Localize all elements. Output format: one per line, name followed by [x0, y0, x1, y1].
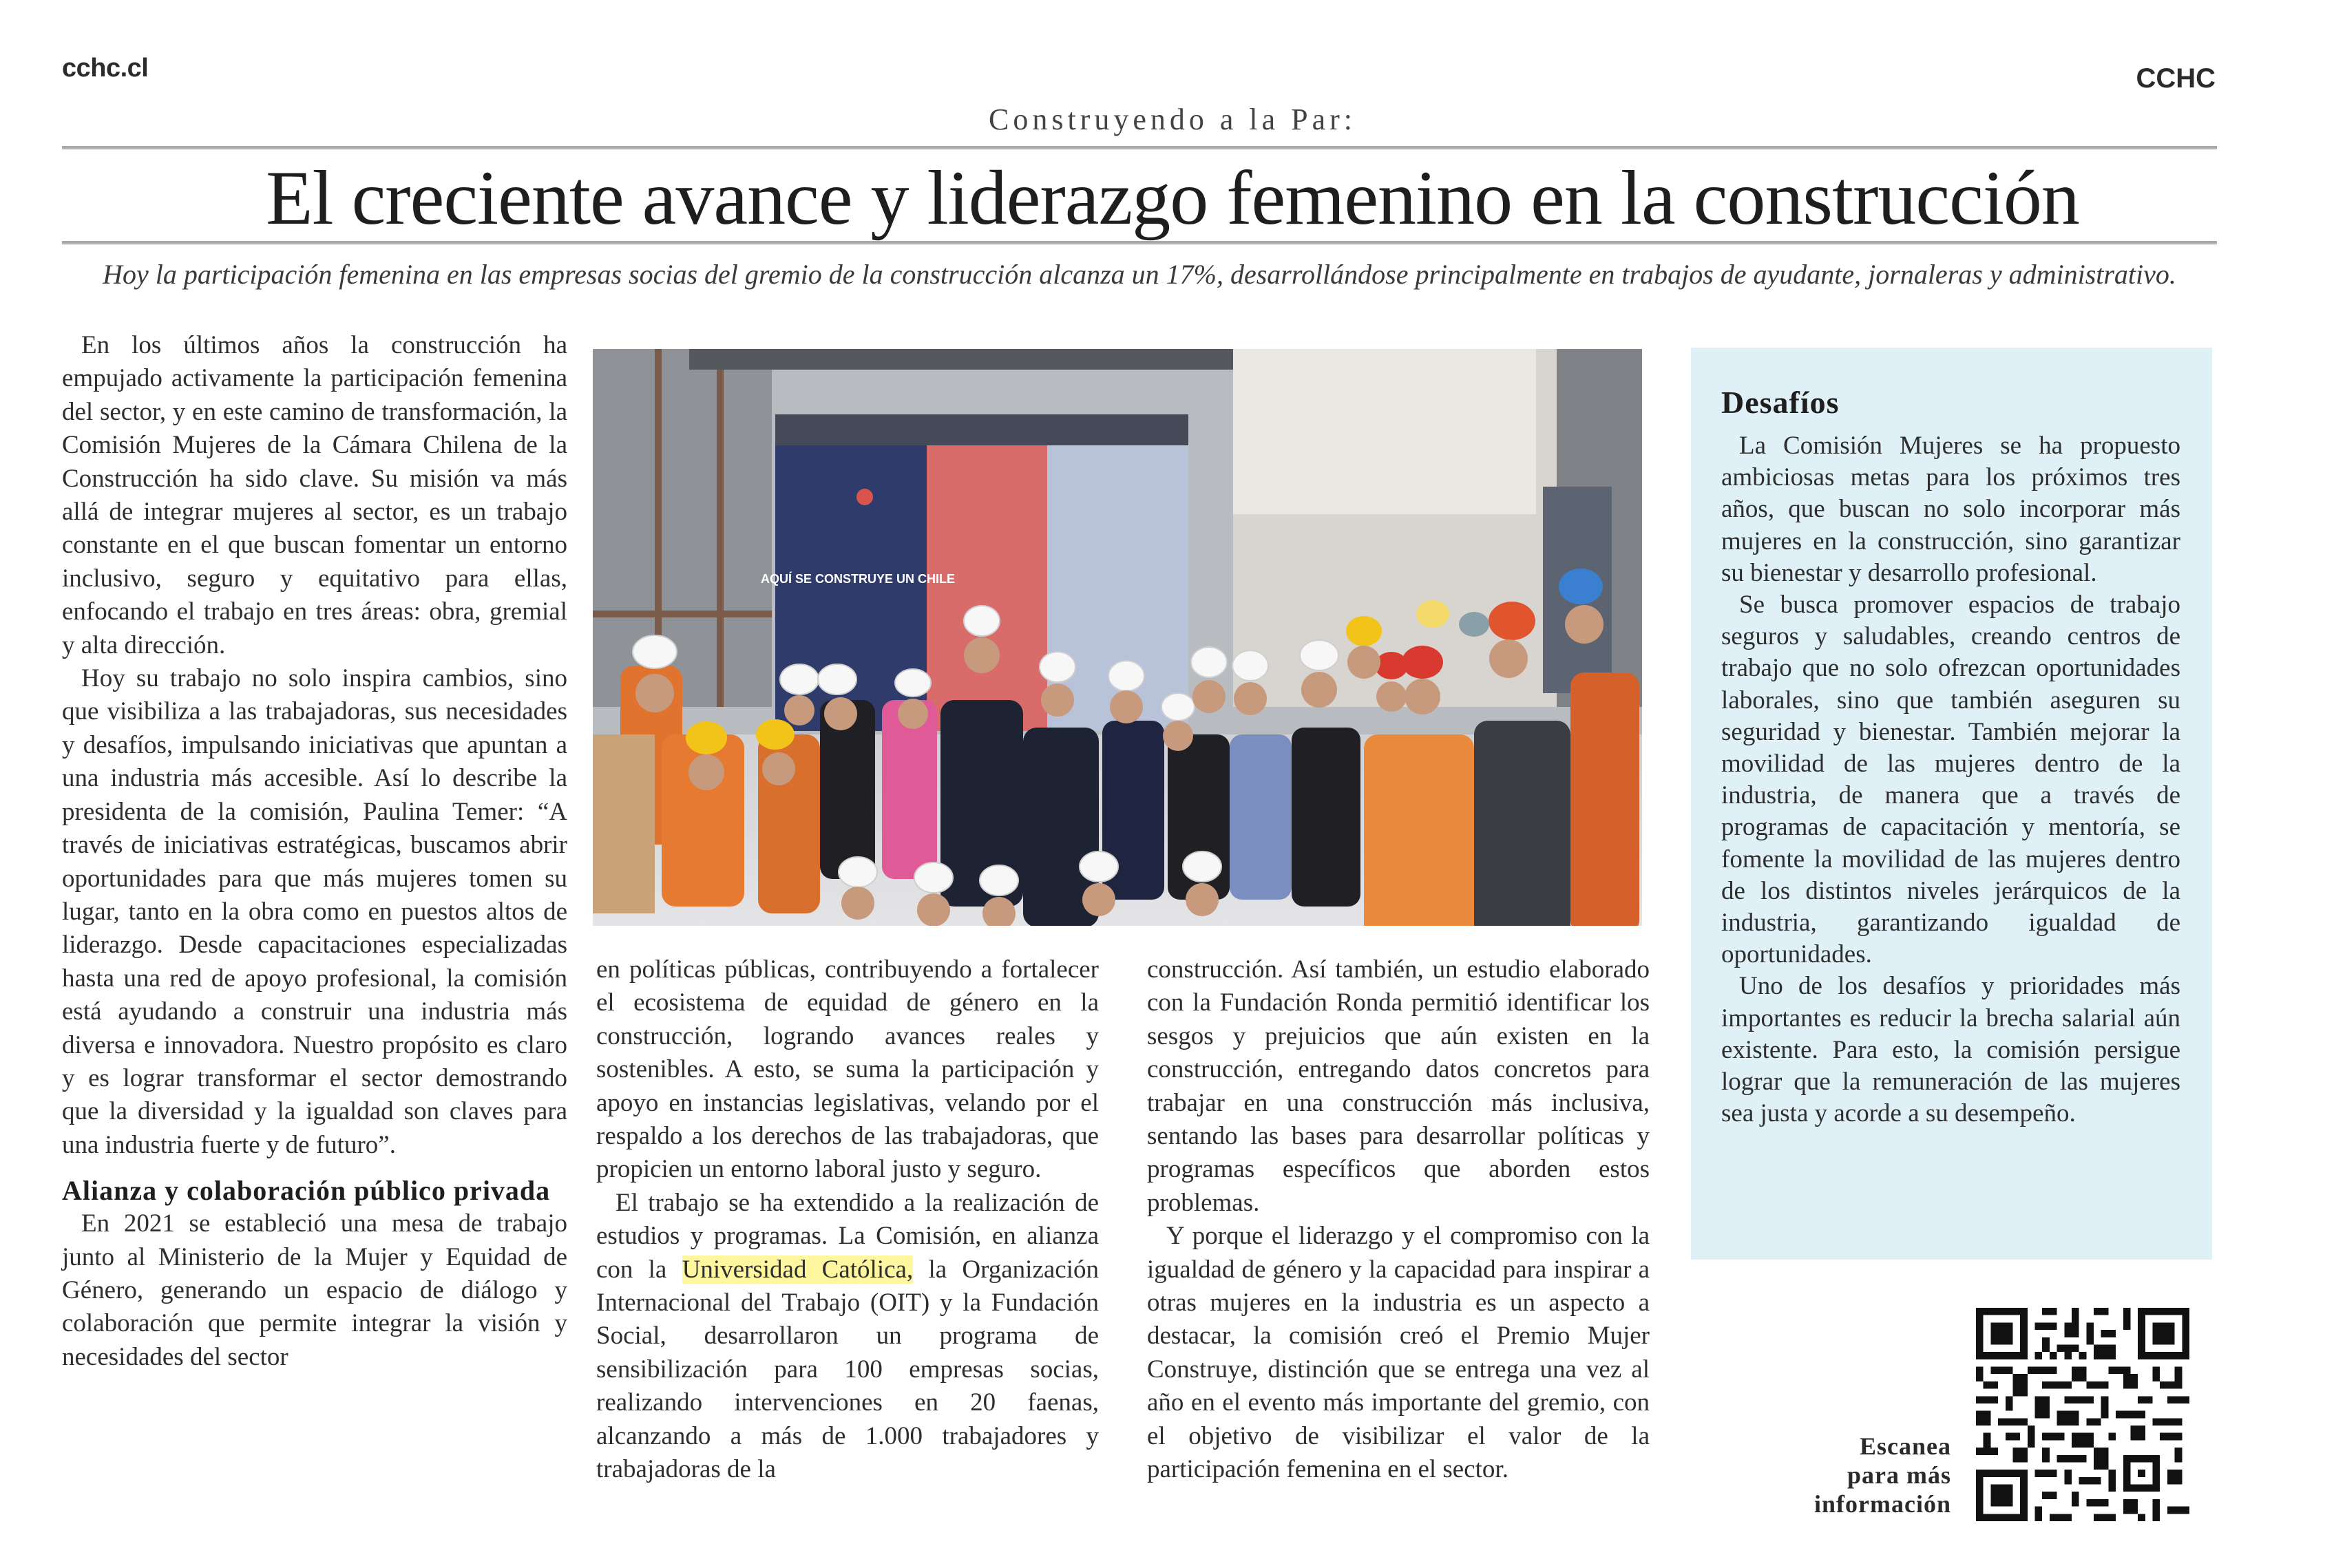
qr-label [1763, 1432, 1951, 1518]
group-photo [593, 349, 1642, 926]
desafios-sidebar [1691, 348, 2212, 1260]
paragraph: Y porque el liderazgo y el compromiso con la igualdad de género y la capacidad para inspirar a otras mujeres en la industria es un aspecto a destacar, la comisión creó el Premio Mujer Construye, distinción que se entrega una vez al año en el evento más importante del gremio, con el objetivo de visibilizar el valor de la participación femenina en el sector. [1147, 1222, 1650, 1484]
qr-label-line: Escanea [1860, 1432, 1951, 1460]
article-column-2 [596, 953, 1099, 1487]
article-column-3 [1147, 953, 1650, 1487]
sidebar-title: Desafíos [1721, 385, 1840, 420]
photo-illustration [593, 349, 1642, 926]
qr-code-icon[interactable] [1976, 1308, 2189, 1521]
highlighted-text: Universidad Católica, [682, 1255, 914, 1284]
bottom-rule-divider [62, 241, 2217, 245]
article-column-1 [62, 329, 567, 1374]
sidebar-paragraph: La Comisión Mujeres se ha propuesto ambiciosas metas para los próximos tres años, que buscan no solo incorporar más mujeres en la construcción, sino garantizar su bienestar y desarrollo profesional. [1721, 432, 2180, 587]
paragraph [596, 1187, 1099, 1487]
site-url: cchc.cl [62, 54, 149, 83]
screen-text: AQUÍ SE CONSTRUYE UN CHILE [760, 572, 956, 586]
sidebar-paragraph: Uno de los desafíos y prioridades más importantes es reducir la brecha salarial aún existente. Para esto, la comisión persigue lograr que la remuneración de las mujeres sea justa y acorde a su desempeño. [1721, 972, 2180, 1128]
paragraph-text: la Organización Internacional del Trabajo (OIT) y la Fundación Social, desarrollaron un programa de sensibilización para 100 empresas socias, realizando intervenciones en 20 faenas, alcanzando a más de 1.000 trabajadores y trabajadoras de la [596, 1255, 1100, 1484]
section-subhead: Alianza y colaboración público privada [62, 1175, 551, 1207]
paragraph: en políticas públicas, contribuyendo a fortalecer el ecosistema de equidad de género en la construcción, logrando avances reales y sostenibles. A esto, se suma la participación y apoyo en instancias legislativas, velando por el respaldo a los derechos de las trabajadoras, que propicien un entorno laboral justo y seguro. [596, 955, 1099, 1184]
headline: El creciente avance y liderazgo femenino en la construcción [266, 156, 2079, 241]
qr-label-line: para más [1847, 1461, 1951, 1489]
qr-label-line: información [1814, 1490, 1951, 1518]
paragraph: En los últimos años la construcción ha empujado activamente la participación femenina del sector, y en este camino de transformación, la Comisión Mujeres de la Cámara Chilena de la Construcción ha sido clave. Su misión va más allá de integrar mujeres al sector, es un trabajo constante en el que buscan fomentar un entorno inclusivo, seguro y equitativo para ellas, enfocando el trabajo en tres áreas: obra, gremial y alta dirección. [62, 331, 567, 659]
paragraph: construcción. Así también, un estudio elaborado con la Fundación Ronda permitió identificar los sesgos y prejuicios que aún existen en la construcción, entregando datos concretos para trabajar en una construcción más inclusiva, sentando las bases para desarrollar políticas y programas específicos que aborden estos problemas. [1147, 955, 1650, 1217]
top-rule-divider [62, 146, 2217, 150]
paragraph: Hoy su trabajo no solo inspira cambios, sino que visibiliza a las trabajadoras, sus necesidades y desafíos, impulsando iniciativas que apuntan a una industria más accesible. Así lo describe la presidenta de la comisión, Paulina Temer: “A través de iniciativas estratégicas, buscamos abrir oportunidades para que más mujeres tomen su lugar, tanto en la obra como en puestos altos de liderazgo. Desde capacitaciones especializadas hasta una red de apoyo profesional, la comisión está ayudando a construir una industria más diversa e innovadora. Nuestro propósito es claro y es lograr transformar el sector demostrando que la diversidad y la igualdad son claves para una industria fuerte y de futuro”. [62, 664, 567, 1159]
sidebar-paragraph: Se busca promover espacios de trabajo seguros y saludables, creando centros de trabajo que no solo ofrezcan oportunidades laborales, sino que también aseguren su seguridad y bienestar. También mejorar la movilidad de las mujeres dentro de la industria, de manera que a través de programas de capacitación y mentoría, se fomente la movilidad de las mujeres dentro de los distintos niveles jerárquicos de la industria, garantizando igualdad de oportunidades. [1721, 591, 2180, 969]
paragraph-text: El trabajo se ha extendido a la realización de estudios y programas. La Comisión, en alianza con la [596, 1188, 1099, 1284]
deck-subtitle: Hoy la participación femenina en las empresas socias del gremio de la construcción alcanza un 17%, desarrollándose principalmente en trabajos de ayudante, jornaleras y administrativo. [103, 259, 2176, 290]
paragraph: En 2021 se estableció una mesa de trabajo junto al Ministerio de la Mujer y Equidad de Género, generando un espacio de diálogo y colaboración que permite integrar la visión y necesidades del sector [62, 1209, 567, 1371]
qr-code-graphic [1976, 1308, 2189, 1521]
section-kicker: Construyendo a la Par: [988, 103, 1357, 136]
brand-logo: CCHC [2136, 63, 2216, 94]
sidebar-content [1721, 382, 2180, 1130]
